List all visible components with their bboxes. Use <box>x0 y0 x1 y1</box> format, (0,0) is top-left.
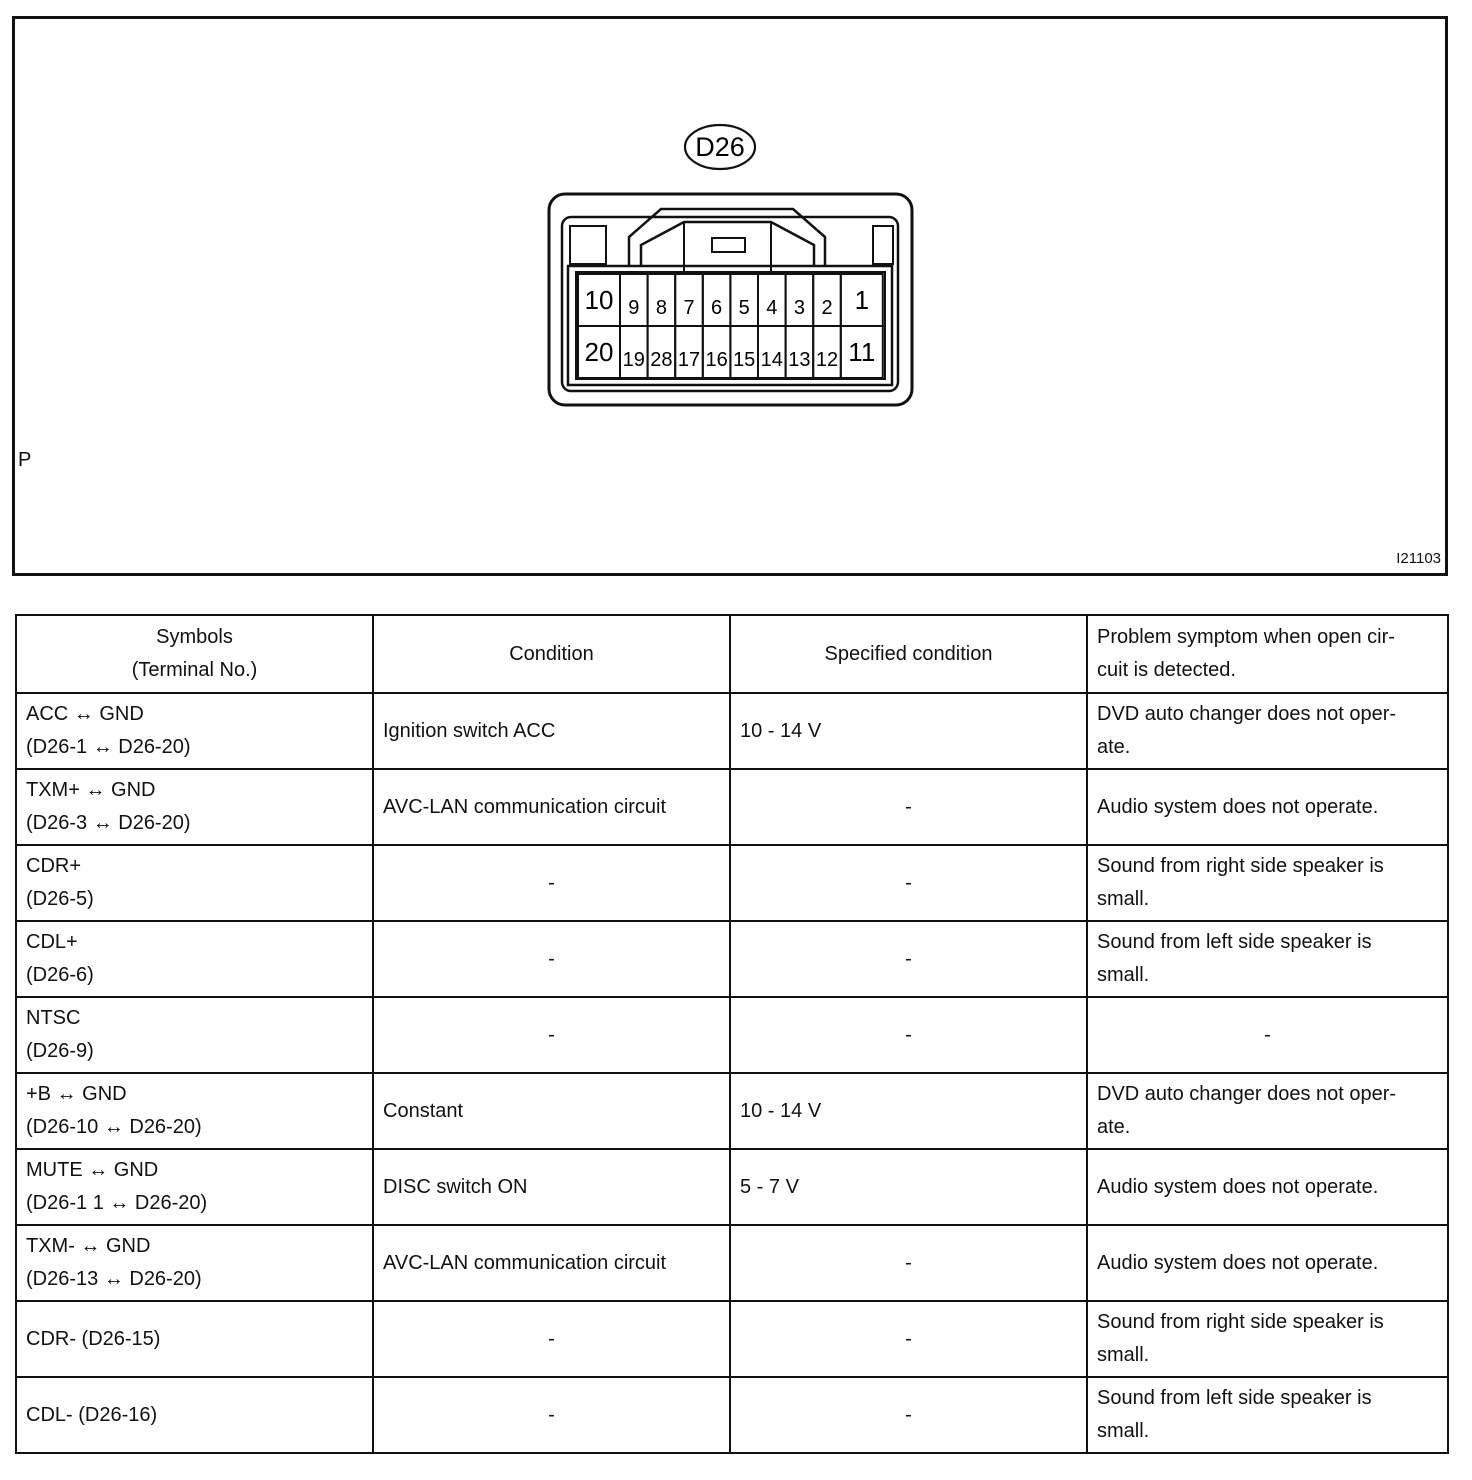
problem-line: - <box>1264 1023 1271 1046</box>
table-row <box>16 769 1448 845</box>
cell-specified-condition: - <box>730 1225 1087 1301</box>
problem-line: small. <box>1097 888 1150 910</box>
cell-problem-symptom <box>1087 921 1448 997</box>
cell-problem-symptom <box>1087 1301 1448 1377</box>
symbol-line: CDL- (D26-16) <box>26 1403 158 1426</box>
problem-line: DVD auto changer does not oper- <box>1097 1083 1397 1105</box>
cell-symbols <box>16 1377 373 1453</box>
pin-number: 17 <box>677 349 701 371</box>
symbol-line: CDL+ <box>26 931 78 953</box>
corner-letter: P <box>18 449 32 471</box>
symbol-line: (D26-9) <box>26 1040 94 1062</box>
cell-problem-symptom <box>1087 769 1448 845</box>
pin-number: 7 <box>683 297 695 319</box>
cell-condition: - <box>373 997 730 1073</box>
symbol-line: (D26-1 1 ↔ D26-20) <box>26 1192 208 1214</box>
header-problem-line2: cuit is detected. <box>1097 659 1236 681</box>
pin-number: 15 <box>733 349 756 371</box>
header-symbols-line1: Symbols <box>156 626 233 648</box>
table-row <box>16 845 1448 921</box>
table-row <box>16 921 1448 997</box>
cell-specified-condition: - <box>730 845 1087 921</box>
problem-line: small. <box>1097 964 1150 986</box>
pin-number: 6 <box>711 297 723 319</box>
cell-condition: - <box>373 1377 730 1453</box>
pin-number: 19 <box>622 349 645 371</box>
symbol-line: NTSC <box>26 1007 81 1029</box>
cell-condition: AVC-LAN communication circuit <box>373 1225 730 1301</box>
cell-symbols <box>16 921 373 997</box>
problem-line: Sound from left side speaker is <box>1097 931 1372 953</box>
pin-number: 13 <box>788 349 811 371</box>
problem-line: Audio system does not operate. <box>1097 1251 1379 1274</box>
pin-number: 9 <box>628 297 640 319</box>
problem-line: Sound from left side speaker is <box>1097 1387 1372 1409</box>
symbol-line: (D26-5) <box>26 888 94 910</box>
cell-condition: DISC switch ON <box>373 1149 730 1225</box>
cell-symbols <box>16 769 373 845</box>
cell-problem-symptom <box>1087 1225 1448 1301</box>
cell-condition: - <box>373 1301 730 1377</box>
symbol-line: TXM- ↔ GND <box>26 1235 151 1257</box>
pin-grid <box>578 274 883 378</box>
cell-symbols <box>16 1301 373 1377</box>
cell-condition: AVC-LAN communication circuit <box>373 769 730 845</box>
connector-label: D26 <box>695 132 745 162</box>
locking-tab-inner <box>641 222 814 266</box>
pin-number: 12 <box>815 349 839 371</box>
cell-condition: Ignition switch ACC <box>373 693 730 769</box>
table-row <box>16 1301 1448 1377</box>
pin-number: 28 <box>650 349 673 371</box>
symbol-line: (D26-13 ↔ D26-20) <box>26 1268 202 1290</box>
symbol-line: TXM+ ↔ GND <box>26 779 156 801</box>
pin-number: 8 <box>655 297 667 319</box>
table-header-row <box>16 615 1448 693</box>
symbol-line: CDR- (D26-15) <box>26 1327 161 1350</box>
symbol-line: (D26-1 ↔ D26-20) <box>26 736 191 758</box>
pin-number: 11 <box>848 337 876 367</box>
table-row <box>16 693 1448 769</box>
cell-symbols <box>16 1149 373 1225</box>
problem-line: small. <box>1097 1420 1150 1442</box>
cell-specified-condition: - <box>730 1377 1087 1453</box>
pin-number: 3 <box>793 297 805 319</box>
problem-line: small. <box>1097 1344 1150 1366</box>
pin-number: 14 <box>760 349 783 371</box>
problem-line: ate. <box>1097 1116 1131 1138</box>
cell-specified-condition: - <box>730 997 1087 1073</box>
connector-drawing <box>15 19 1445 573</box>
cell-specified-condition: 5 - 7 V <box>730 1149 1087 1225</box>
symbol-line: MUTE ↔ GND <box>26 1159 159 1181</box>
problem-line: Audio system does not operate. <box>1097 1175 1379 1198</box>
header-symbols <box>16 615 373 693</box>
pin-number: 1 <box>854 285 870 315</box>
symbol-line: (D26-10 ↔ D26-20) <box>26 1116 202 1138</box>
header-problem-symptom <box>1087 615 1448 693</box>
cell-problem-symptom <box>1087 997 1448 1073</box>
symbol-line: (D26-3 ↔ D26-20) <box>26 812 191 834</box>
cell-condition: - <box>373 845 730 921</box>
symbol-line: (D26-6) <box>26 964 94 986</box>
problem-line: ate. <box>1097 736 1131 758</box>
table-row <box>16 1225 1448 1301</box>
problem-line: Sound from right side speaker is <box>1097 855 1384 877</box>
terminal-spec-table <box>15 614 1449 1454</box>
figure-id: I21103 <box>1396 550 1441 567</box>
cell-symbols <box>16 1225 373 1301</box>
locking-tab-posts <box>684 222 771 271</box>
pin-number: 10 <box>584 285 614 315</box>
locking-tab-window <box>712 238 745 252</box>
table-row <box>16 1073 1448 1149</box>
right-rib <box>873 226 893 264</box>
cell-specified-condition: 10 - 14 V <box>730 1073 1087 1149</box>
pin-number: 5 <box>738 297 750 319</box>
table-row <box>16 1149 1448 1225</box>
table-row <box>16 1377 1448 1453</box>
cell-problem-symptom <box>1087 1149 1448 1225</box>
symbol-line: CDR+ <box>26 855 82 877</box>
problem-line: Sound from right side speaker is <box>1097 1311 1384 1333</box>
connector-figure <box>12 16 1448 576</box>
pin-number: 16 <box>705 349 728 371</box>
pin-number: 2 <box>821 297 833 319</box>
header-problem-line1: Problem symptom when open cir- <box>1097 626 1395 648</box>
cell-symbols <box>16 845 373 921</box>
cell-condition: Constant <box>373 1073 730 1149</box>
problem-line: Audio system does not operate. <box>1097 795 1379 818</box>
pin-number: 20 <box>584 337 614 367</box>
cell-specified-condition: 10 - 14 V <box>730 693 1087 769</box>
cell-symbols <box>16 693 373 769</box>
cell-problem-symptom <box>1087 845 1448 921</box>
cell-specified-condition: - <box>730 1301 1087 1377</box>
header-symbols-line2: (Terminal No.) <box>131 659 258 681</box>
symbol-line: ACC ↔ GND <box>26 703 144 725</box>
cell-specified-condition: - <box>730 921 1087 997</box>
cell-problem-symptom <box>1087 693 1448 769</box>
cell-symbols <box>16 1073 373 1149</box>
symbol-line: +B ↔ GND <box>26 1083 127 1105</box>
header-condition: Condition <box>373 615 730 693</box>
header-specified-condition: Specified condition <box>730 615 1087 693</box>
problem-line: DVD auto changer does not oper- <box>1097 703 1397 725</box>
left-rib <box>570 226 606 264</box>
table-row <box>16 997 1448 1073</box>
cell-specified-condition: - <box>730 769 1087 845</box>
cell-symbols <box>16 997 373 1073</box>
cell-problem-symptom <box>1087 1377 1448 1453</box>
cell-problem-symptom <box>1087 1073 1448 1149</box>
pin-number: 4 <box>766 297 778 319</box>
cell-condition: - <box>373 921 730 997</box>
